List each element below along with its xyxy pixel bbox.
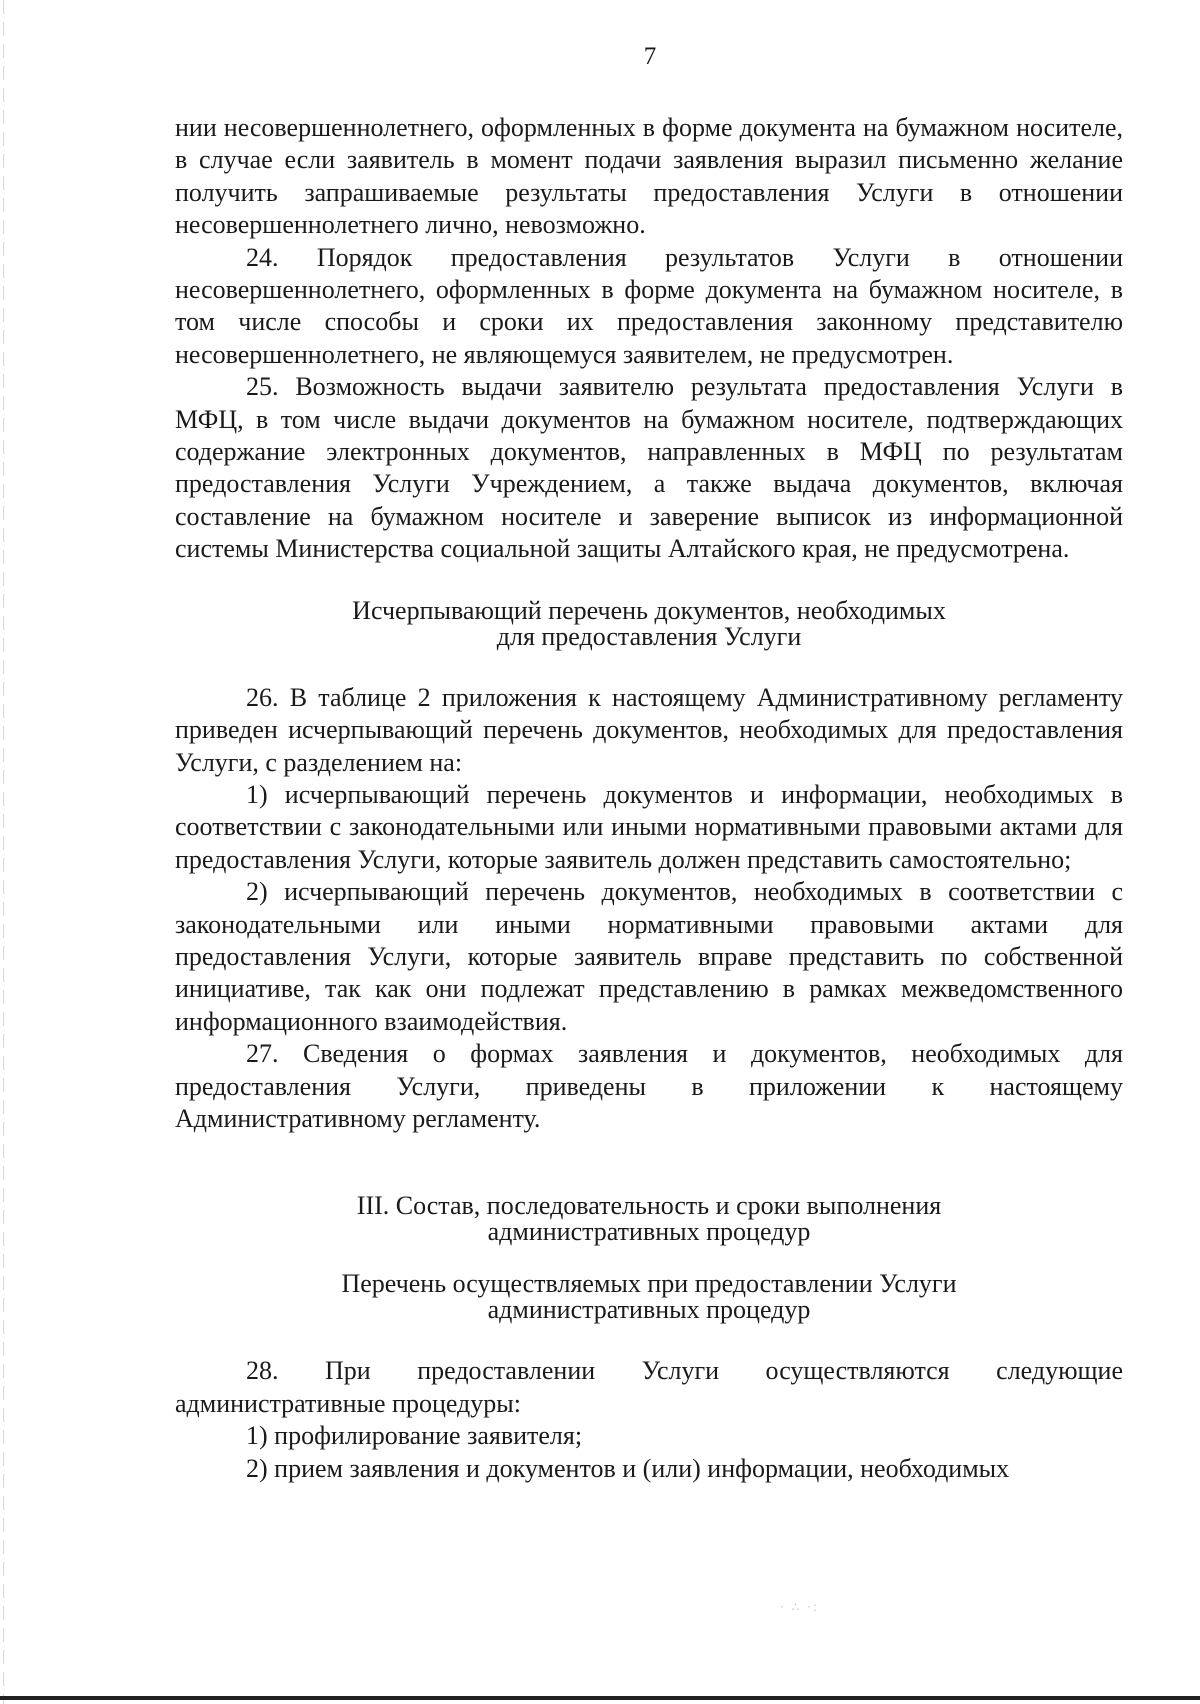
paragraph-p26-2: 2) исчерпывающий перечень документов, необходимых в соответствии с законодательными или иными нормативными правовыми актами для предоставления Услуги, которые заявитель вправе представить по собственной инициативе, так как они подлежат представлению в рамках межведомственного информационного взаимодействия. bbox=[175, 877, 1123, 1036]
paragraph-group-bottom bbox=[175, 1355, 1123, 1485]
heading-section-3-line2: административных процедур bbox=[487, 1217, 811, 1247]
paragraph-p28-2: 2) прием заявления и документов и (или) информации, необходимых bbox=[246, 1453, 1010, 1483]
heading-procedures-line1: Перечень осуществляемых при предоставлении Услуги bbox=[341, 1269, 957, 1299]
paragraph-p28: 28. При предоставлении Услуги осуществляются следующие административные процедуры: bbox=[175, 1356, 1123, 1418]
scan-smudge-artifact: · ∴ ·: bbox=[780, 1600, 819, 1614]
heading-procedures-line2: административных процедур bbox=[487, 1295, 811, 1325]
paragraph-p24: 24. Порядок предоставления результатов Услуги в отношении несовершеннолетнего, оформленных в форме документа на бумажном носителе, в том числе способы и сроки их предоставления законному представителю несовершеннолетнего, не являющемуся заявителем, не предусмотрен. bbox=[175, 242, 1123, 369]
heading-section-3-line1: III. Состав, последовательность и сроки выполнения bbox=[356, 1191, 942, 1221]
paragraph-p27: 27. Сведения о формах заявления и документов, необходимых для предоставления Услуги, приведены в приложении к настоящему Административному регламенту. bbox=[175, 1039, 1123, 1133]
scan-edge-artifact bbox=[3, 0, 4, 1704]
paragraph-p25: 25. Возможность выдачи заявителю результата предоставления Услуги в МФЦ, в том числе выдачи документов на бумажном носителе, подтверждающих содержание электронных документов, направленных в МФЦ по результатам предоставления Услуги Учреждением, а также выдача документов, включая составление на бумажном носителе и заверение выписок из информационной системы Министерства социальной защиты Алтайского края, не предусмотрена. bbox=[175, 372, 1123, 564]
paragraph-p26-1: 1) исчерпывающий перечень документов и информации, необходимых в соответствии с законодательными или иными нормативными правовыми актами для предоставления Услуги, которые заявитель должен представить самостоятельно; bbox=[175, 779, 1123, 874]
paragraph-p-cont: нии несовершеннолетнего, оформленных в форме документа на бумажном носителе, в случае если заявитель в момент подачи заявления выразил письменно желание получить запрашиваемые результаты предоставления Услуги в отношении несовершеннолетнего лично, невозможно. bbox=[175, 113, 1123, 240]
scan-bottom-edge bbox=[0, 1696, 1200, 1700]
paragraph-p26: 26. В таблице 2 приложения к настоящему Административному регламенту приведен исчерпывающий перечень документов, необходимых для предоставления Услуги, с разделением на: bbox=[175, 682, 1123, 777]
heading-documents-line1: Исчерпывающий перечень документов, необходимых bbox=[352, 595, 946, 625]
document-body bbox=[175, 112, 1123, 1485]
paragraph-p28-1: 1) профилирование заявителя; bbox=[246, 1421, 583, 1451]
page-number: 7 bbox=[643, 43, 657, 70]
paragraph-group-top bbox=[175, 112, 1123, 566]
paragraph-group-middle bbox=[175, 682, 1123, 1136]
heading-documents-line2: для предоставления Услуги bbox=[496, 621, 802, 651]
